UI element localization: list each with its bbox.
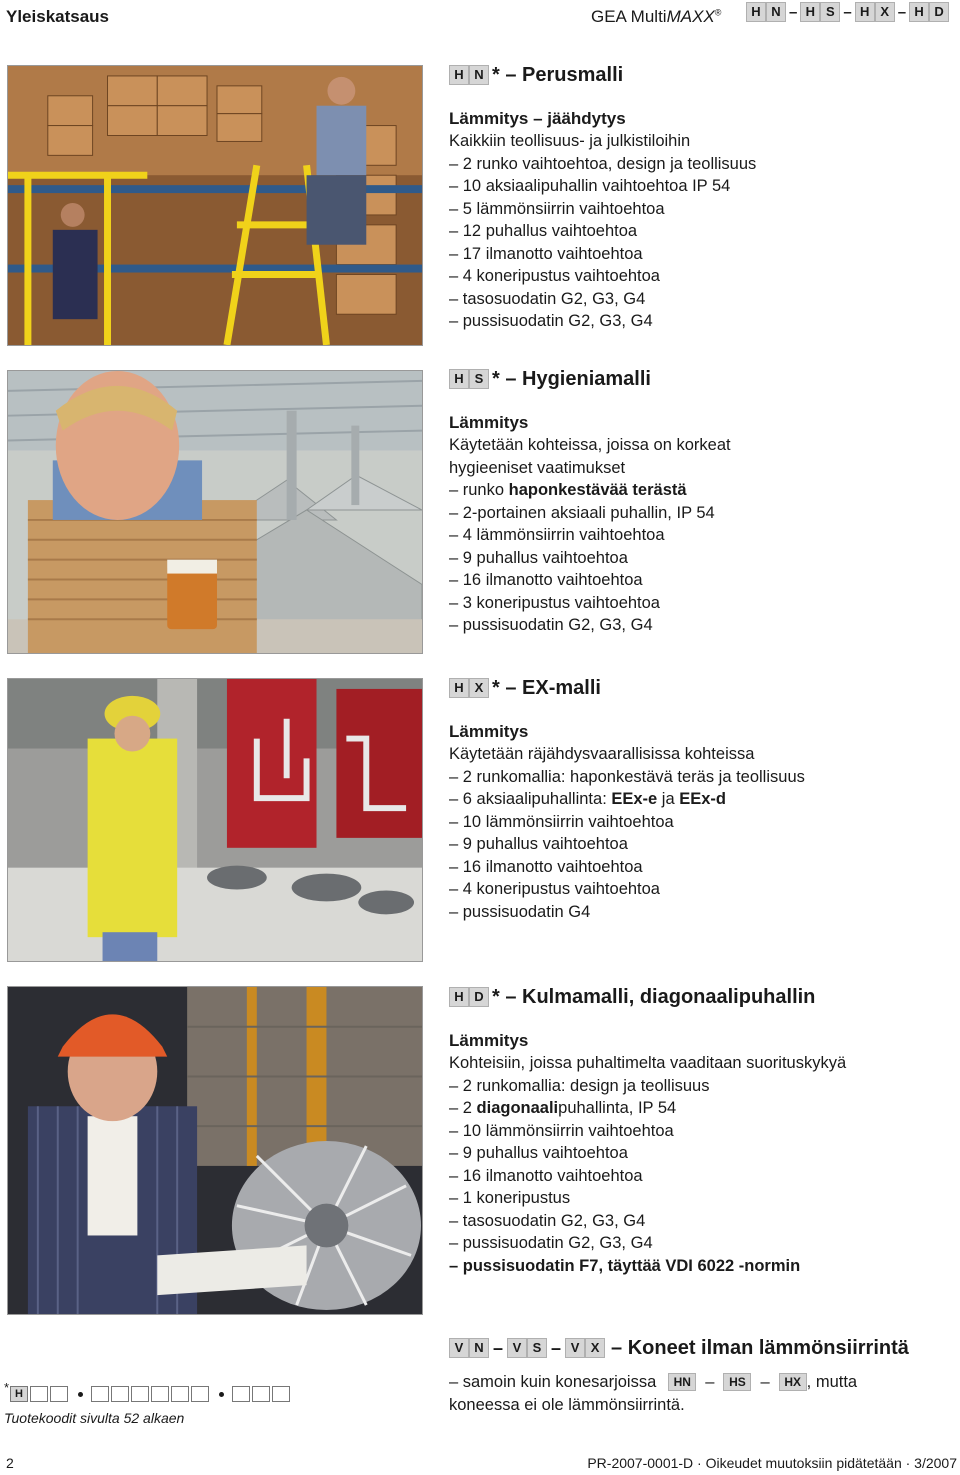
line-text: – 2 runkomallia: haponkestävä teräs ja teollisuus <box>449 767 805 786</box>
section-no-heat-exchanger <box>449 1335 949 1416</box>
line-text: – 4 koneripustus vaihtoehtoa <box>449 880 660 898</box>
code-separator: – <box>789 3 798 21</box>
section-heading <box>449 675 949 701</box>
line-text: – 4 koneripustus vaihtoehtoa <box>449 267 660 285</box>
line-text: – 10 lämmönsiirrin vaihtoehtoa <box>449 812 674 831</box>
code-letter: N <box>469 65 489 85</box>
feature-line <box>449 1232 949 1255</box>
brewery-photo <box>7 370 423 654</box>
code-letter: HX <box>779 1373 807 1391</box>
feature-line <box>449 833 949 856</box>
section-title: * – Perusmalli <box>492 63 624 86</box>
product-code-badge <box>668 1373 696 1391</box>
feature-line <box>449 766 949 789</box>
section-perusmalli <box>449 62 949 333</box>
line-text: – tasosuodatin G2, G3, G4 <box>449 289 646 308</box>
product-code-badge <box>449 678 489 698</box>
code-separator: – <box>897 3 907 21</box>
empty-code-box <box>252 1386 270 1402</box>
empty-code-box <box>50 1386 68 1402</box>
feature-line <box>449 524 949 547</box>
feature-line <box>449 569 949 592</box>
code-separator: – <box>551 1337 562 1358</box>
section-heading <box>449 62 949 88</box>
line-text: – 2 runko vaihtoehtoa, design ja teollisuus <box>449 154 757 173</box>
line-text: – 9 puhallus vaihtoehtoa <box>449 1144 628 1162</box>
feature-line <box>449 743 949 766</box>
code-letter: HN <box>668 1373 696 1391</box>
product-code-hint <box>4 1380 304 1426</box>
industrial-plant-photo <box>7 678 423 962</box>
line-text: – pussisuodatin G2, G3, G4 <box>449 1234 653 1252</box>
feature-line <box>449 901 949 924</box>
section-heading <box>449 984 949 1010</box>
separator-dot <box>219 1392 224 1397</box>
feature-line <box>449 434 949 457</box>
code-letter: D <box>929 2 949 22</box>
line-text: Käytetään räjähdysvaarallisissa kohteissa <box>449 745 755 763</box>
section-title: * – Hygieniamalli <box>492 367 651 390</box>
line-text: – pussisuodatin G2, G3, G4 <box>449 616 653 634</box>
line-text: – 17 ilmanotto vaihtoehtoa <box>449 244 643 263</box>
code-letter: D <box>469 987 489 1007</box>
code-separator: – <box>760 1373 770 1391</box>
section-subtitle: Lämmitys <box>449 1031 529 1050</box>
product-code-boxes <box>10 1386 304 1402</box>
product-code-badge <box>507 1338 547 1358</box>
code-letter: H <box>746 2 766 22</box>
line-text: – 4 lämmönsiirrin vaihtoehtoa <box>449 526 665 544</box>
product-code-badge <box>779 1373 807 1391</box>
code-letter: S <box>820 2 840 22</box>
header-code-strip <box>746 2 949 22</box>
line-text: – 10 aksiaalipuhallin vaihtoehtoa IP 54 <box>449 177 731 195</box>
line-text: Kohteisiin, joissa puhaltimelta vaaditaan suorituskykyä <box>449 1054 847 1072</box>
no-hx-line-1 <box>449 1371 949 1394</box>
code-letter: H <box>449 65 469 85</box>
code-letter: HS <box>723 1373 751 1391</box>
product-code-badge <box>565 1338 605 1358</box>
feature-line <box>449 1120 949 1143</box>
section-heading <box>449 366 949 392</box>
no-hx-heading <box>449 1335 949 1361</box>
line-text: – samoin kuin konesarjoissa <box>449 1373 657 1391</box>
line-text: – runko <box>449 481 509 499</box>
line-text: – 1 koneripustus <box>449 1189 571 1207</box>
code-letter: H <box>449 369 469 389</box>
line-text: – 10 lämmönsiirrin vaihtoehtoa <box>449 1121 674 1140</box>
code-letter: V <box>565 1338 585 1358</box>
feature-line <box>449 788 949 811</box>
section-title: – Koneet ilman lämmönsiirrintä <box>611 1336 909 1359</box>
code-letter: H <box>909 2 929 22</box>
line-text: hygieeniset vaatimukset <box>449 458 626 477</box>
line-text: – 2 <box>449 1099 477 1117</box>
product-code-badge <box>855 2 895 22</box>
empty-code-box <box>191 1386 209 1402</box>
feature-line <box>449 856 949 879</box>
code-letter: V <box>449 1338 469 1358</box>
feature-line <box>449 153 949 176</box>
empty-code-box <box>232 1386 250 1402</box>
code-separator: – <box>493 1337 504 1358</box>
line-text: – 16 ilmanotto vaihtoehtoa <box>449 1166 643 1185</box>
code-letter: X <box>469 678 489 698</box>
product-name: GEA MultiMAXX® <box>591 7 722 26</box>
product-code-caption: Tuotekoodit sivulta 52 alkaen <box>4 1410 185 1426</box>
code-letter: H <box>10 1386 28 1402</box>
empty-code-box <box>91 1386 109 1402</box>
line-text: – 16 ilmanotto vaihtoehtoa <box>449 571 643 589</box>
line-text: , mutta <box>806 1373 858 1391</box>
feature-line <box>449 1255 949 1278</box>
section-title: * – EX-malli <box>492 676 601 699</box>
line-text: – tasosuodatin G2, G3, G4 <box>449 1211 646 1230</box>
emphasis-text: diagonaali <box>476 1099 559 1117</box>
feature-line <box>449 265 949 288</box>
code-letter: H <box>449 987 469 1007</box>
product-code-badge <box>449 1338 489 1358</box>
line-text: ja <box>657 790 680 808</box>
feature-line <box>449 547 949 570</box>
code-letter: N <box>469 1338 489 1358</box>
section-subtitle: Lämmitys – jäähdytys <box>449 109 626 128</box>
section-subtitle: Lämmitys <box>449 722 529 741</box>
code-letter: H <box>855 2 875 22</box>
feature-line <box>449 1142 949 1165</box>
line-text: Käytetään kohteissa, joissa on korkeat <box>449 436 731 454</box>
document-reference: PR-2007-0001-D · Oikeudet muutoksiin pidätetään · 3/2007 <box>587 1455 957 1471</box>
feature-line <box>449 1052 949 1075</box>
product-code-badge <box>449 987 489 1007</box>
feature-line <box>449 878 949 901</box>
line-text: puhallinta, IP 54 <box>558 1099 677 1117</box>
code-separator: – <box>843 3 852 21</box>
warehouse-photo <box>7 65 423 346</box>
code-asterisk: * <box>4 1380 10 1395</box>
code-letter: H <box>449 678 469 698</box>
product-code-badge <box>449 65 489 85</box>
feature-line <box>449 502 949 525</box>
line-text: – 16 ilmanotto vaihtoehtoa <box>449 857 643 876</box>
feature-line <box>449 288 949 311</box>
code-separator: – <box>705 1373 715 1391</box>
feature-line <box>449 198 949 221</box>
line-text: – 3 koneripustus vaihtoehtoa <box>449 593 660 612</box>
emphasis-text: haponkestävää terästä <box>508 481 687 499</box>
line-text: – 9 puhallus vaihtoehtoa <box>449 835 628 853</box>
product-code-badge <box>800 2 840 22</box>
section-kulmamalli <box>449 984 949 1277</box>
feature-line <box>449 614 949 637</box>
line-text: – 2-portainen aksiaali puhallin, IP 54 <box>449 503 715 522</box>
no-hx-line-2: koneessa ei ole lämmönsiirrintä. <box>449 1395 685 1414</box>
feature-line <box>449 130 949 153</box>
section-ex-malli <box>449 675 949 923</box>
feature-line <box>449 1187 949 1210</box>
line-text: – 9 puhallus vaihtoehtoa <box>449 548 628 567</box>
line-text: – 2 runkomallia: design ja teollisuus <box>449 1076 710 1095</box>
line-text: – 6 aksiaalipuhallinta: <box>449 790 612 808</box>
line-text: – 5 lämmönsiirrin vaihtoehtoa <box>449 199 665 218</box>
code-letter: S <box>469 369 489 389</box>
code-letter: X <box>875 2 895 22</box>
empty-code-box <box>111 1386 129 1402</box>
line-text: Kaikkiin teollisuus- ja julkistiloihin <box>449 132 691 150</box>
empty-code-box <box>171 1386 189 1402</box>
feature-line <box>449 1097 949 1120</box>
feature-line <box>449 310 949 333</box>
empty-code-box <box>272 1386 290 1402</box>
product-code-badge <box>909 2 949 22</box>
code-letter: V <box>507 1338 527 1358</box>
section-subtitle: Lämmitys <box>449 413 529 432</box>
feature-line <box>449 592 949 615</box>
feature-line <box>449 1165 949 1188</box>
feature-line <box>449 243 949 266</box>
empty-code-box <box>131 1386 149 1402</box>
fan-engineer-photo <box>7 986 423 1315</box>
section-title: * – Kulmamalli, diagonaalipuhallin <box>492 985 816 1008</box>
feature-line <box>449 811 949 834</box>
product-code-badge <box>746 2 786 22</box>
page-title: Yleiskatsaus <box>6 7 110 26</box>
page-number: 2 <box>6 1455 14 1471</box>
line-text: – 12 puhallus vaihtoehtoa <box>449 222 638 240</box>
feature-line <box>449 220 949 243</box>
emphasis-text: – pussisuodatin F7, täyttää VDI 6022 -normin <box>449 1256 801 1275</box>
product-code-badge <box>449 369 489 389</box>
feature-line <box>449 1210 949 1233</box>
code-letter: X <box>585 1338 605 1358</box>
emphasis-text: EEx-e <box>611 790 658 808</box>
feature-line <box>449 479 949 502</box>
line-text: – pussisuodatin G2, G3, G4 <box>449 312 653 330</box>
emphasis-text: EEx-d <box>679 790 726 808</box>
empty-code-box <box>30 1386 48 1402</box>
code-letter: S <box>527 1338 547 1358</box>
product-code-badge <box>723 1373 751 1391</box>
empty-code-box <box>151 1386 169 1402</box>
feature-line <box>449 457 949 480</box>
separator-dot <box>78 1392 83 1397</box>
section-hygieniamalli <box>449 366 949 637</box>
feature-line <box>449 175 949 198</box>
page-header <box>0 0 960 32</box>
feature-line <box>449 1075 949 1098</box>
code-letter: H <box>800 2 820 22</box>
code-letter: N <box>766 2 786 22</box>
line-text: – pussisuodatin G4 <box>449 902 591 921</box>
